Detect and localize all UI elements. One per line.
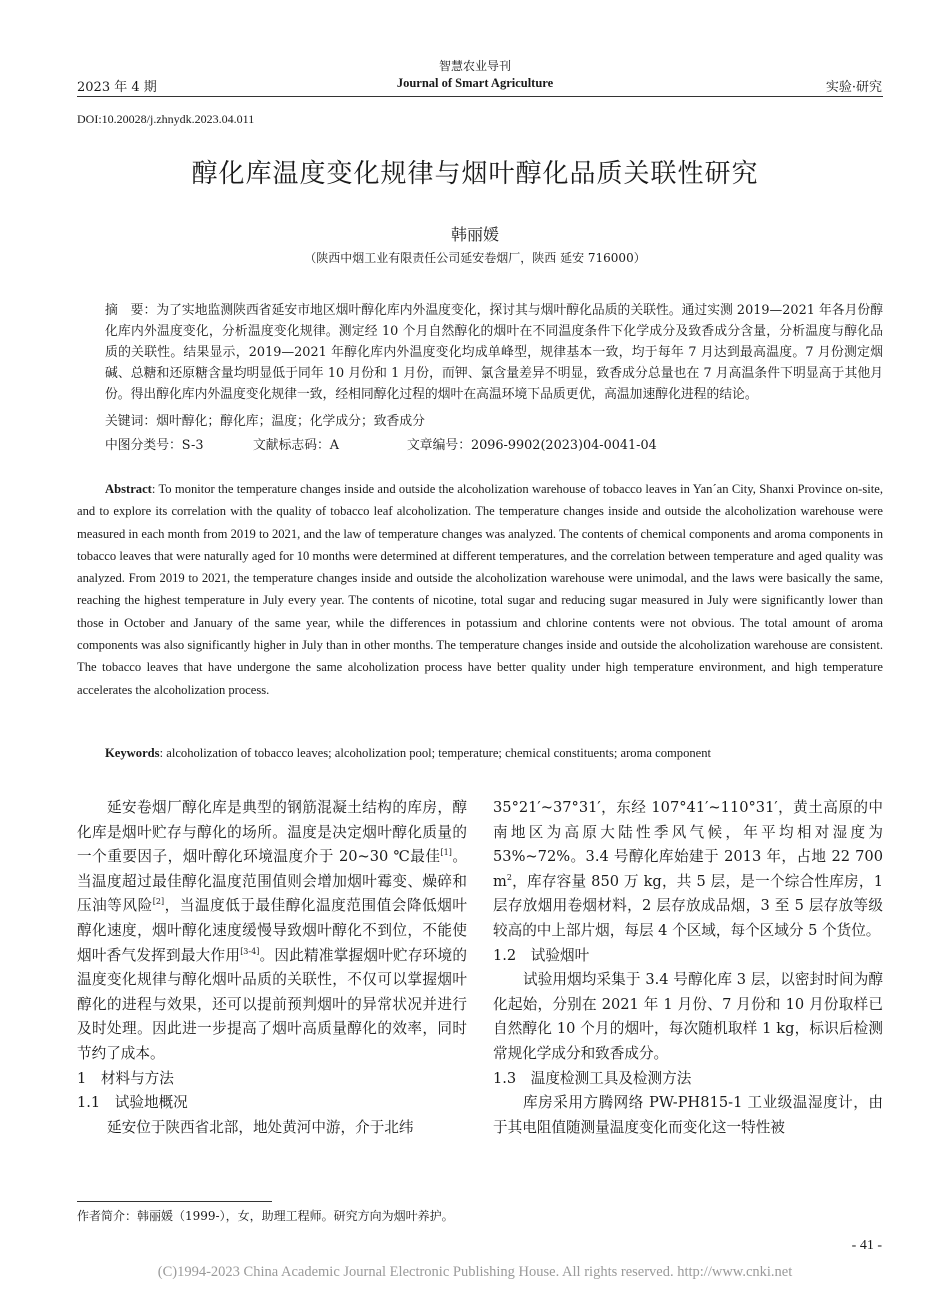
ref-marker: [3-4] (240, 946, 260, 956)
paragraph-1-1-start: 延安位于陕西省北部，地处黄河中游，介于北纬 (107, 1118, 414, 1136)
keywords-en-text: : alcoholization of tobacco leaves; alcoholization pool; temperature; chemical constituents; aroma component (159, 746, 712, 760)
paper-title: 醇化库温度变化规律与烟叶醇化品质关联性研究 (191, 159, 759, 189)
page-number: - 41 - (851, 1238, 882, 1253)
copyright-watermark: (C)1994-2023 China Academic Journal Electronic Publishing House. All rights reserved. http://www.cnki.net (157, 1264, 793, 1280)
paragraph-1-1-cont: 35°21′~37°31′，东经 107°41′~110°31′，黄土高原的中南地区为高原大陆性季风气候，年平均相对湿度为 53%~72%。3.4 号醇化库始建于 2013 年，占地 22 700 $m^2$，库存容量 850 万 kg，共 5 层，是一个综合性库房，1 层存放烟用卷烟材料，2 层存放成品烟，3 至 5 层存放等级较高的中上部片烟，每层 4 个区域，每个区域分 5 个货位。 (493, 799, 883, 939)
superscript: 2 (506, 872, 512, 882)
journal-name-en: Journal of Smart Agriculture (396, 76, 554, 90)
body-column-left (77, 796, 467, 1140)
intro-paragraph: 延安卷烟厂醇化库是典型的钢筋混凝土结构的库房，醇化库是烟叶贮存与醇化的场所。温度是决定烟叶醇化质量的一个重要因子，烟叶醇化环境温度介于 20~30 ℃最佳[1]。当温度超过最佳醇化温度范围值则会增加烟叶霉变、燥碎和压油等风险[2]，当温度低于最佳醇化温度范围值会降低烟叶醇化速度，烟叶醇化速度缓慢导致烟叶醇化不到位，不能使烟叶香气发挥到最大作用[3-4]。因此精准掌握烟叶贮存环境的温度变化规律与醇化烟叶品质的关联性，不仅可以掌握烟叶醇化的进程与效果，还可以提前预判烟叶的异常状况并进行及时处理。因此进一步提高了烟叶高质量醇化的效率，同时节约了成本。 (77, 799, 467, 1062)
abstract-cn (77, 300, 883, 405)
abstract-en-label: Abstract (105, 482, 152, 496)
author: 韩丽媛 (450, 225, 499, 244)
document-code: 文献标志码：A (253, 438, 340, 453)
keywords-en (105, 746, 711, 761)
keywords-cn: 关键词：烟叶醇化；醇化库；温度；化学成分；致香成分 (105, 414, 425, 429)
ref-marker: [1] (440, 848, 452, 858)
abstract-en-text: : To monitor the temperature changes inside and outside the alcoholization warehouse of tobacco leaves in Yan´an City, Shanxi Province on-site, and to explore its correlation with the quality of tobacco leaf alcoholization. The temperature changes inside and outside the alcoholization warehouse were measured in each month from 2019 to 2021, and the law of temperature changes was analyzed. The contents of chemical components and aroma components in tobacco leaves that were naturally aged for 10 months were determined at different temperatures, and the correlation between temperature and aged quality was analyzed. From 2019 to 2021, the temperature changes inside and outside the alcoholization warehouse were unimodal, and the laws were basically the same, reaching the highest temperature in July every year. The contents of nicotine, total sugar and reducing sugar measured in July were significantly lower than those in October and January of the same year, while the differences in potassium and chlorine contents were not obvious. The total amount of aroma components was also significantly higher in July than in other months. The temperature changes inside and outside the alcoholization warehouse are consistent. The tobacco leaves that have undergone the same alcoholization process have better quality under high temperature environment, and high temperature accelerates the alcoholization process. (77, 482, 883, 697)
paragraph-1-2: 试验用烟均采集于 3.4 号醇化库 3 层，以密封时间为醇化起始，分别在 2021 年 1 月份、7 月份和 10 月份取样已自然醇化 10 个月的烟叶，每次随机取样 1 kg，标识后检测常规化学成分和致香成分。 (493, 971, 883, 1062)
section-heading-1-2: 1.2 试验烟叶 (493, 946, 590, 964)
ref-marker: [2] (152, 897, 165, 907)
abstract-en (77, 478, 883, 701)
section-heading-1: 1 材料与方法 (77, 1069, 174, 1087)
keywords-en-label: Keywords (105, 746, 160, 760)
section-heading-1-3: 1.3 温度检测工具及检测方法 (493, 1069, 692, 1087)
article-number: 文章编号：2096-9902(2023)04-0041-04 (407, 438, 657, 453)
clc-number: 中图分类号：S-3 (105, 438, 204, 453)
footnote-rule (77, 1201, 272, 1202)
header-rule (77, 96, 883, 97)
section-label: 实验·研究 (825, 80, 882, 95)
paragraph-1-3: 库房采用方腾网络 PW-PH815-1 工业级温湿度计，由于其电阻值随测量温度变化而变化这一特性被 (493, 1094, 883, 1136)
doi: DOI:10.20028/j.zhnydk.2023.04.011 (77, 112, 255, 126)
author-footnote: 作者简介：韩丽媛（1999-），女，助理工程师。研究方向为烟叶养护。 (77, 1209, 454, 1223)
section-heading-1-1: 1.1 试验地概况 (77, 1094, 188, 1112)
abstract-cn-text: 摘 要：为了实地监测陕西省延安市地区烟叶醇化库内外温度变化，探讨其与烟叶醇化品质的关联性。通过实测 2019—2021 年各月份醇化库内外温度变化，分析温度变化规律。测定经 10 个月自然醇化的烟叶在不同温度条件下化学成分及致香成分含量，分析温度与醇化品质的关联性。结果显示，2019—2021 年醇化库内外温度变化均成单峰型，规律基本一致，均于每年 7 月达到最高温度。7 月份测定烟碱、总糖和还原糖含量均明显低于同年 10 月份和 1 月份，而钾、氯含量差异不明显，致香成分总量也在 7 月高温条件下明显高于其他月份。得出醇化库内外温度变化规律一致，经相同醇化过程的烟叶在高温环境下品质更优，高温加速醇化进程的结论。 (105, 303, 883, 402)
journal-name-cn: 智慧农业导刊 (438, 59, 511, 73)
issue-label: 2023 年 4 期 (77, 80, 157, 95)
affiliation: （陕西中烟工业有限责任公司延安卷烟厂，陕西 延安 716000） (304, 251, 646, 265)
body-column-right (493, 796, 883, 1140)
